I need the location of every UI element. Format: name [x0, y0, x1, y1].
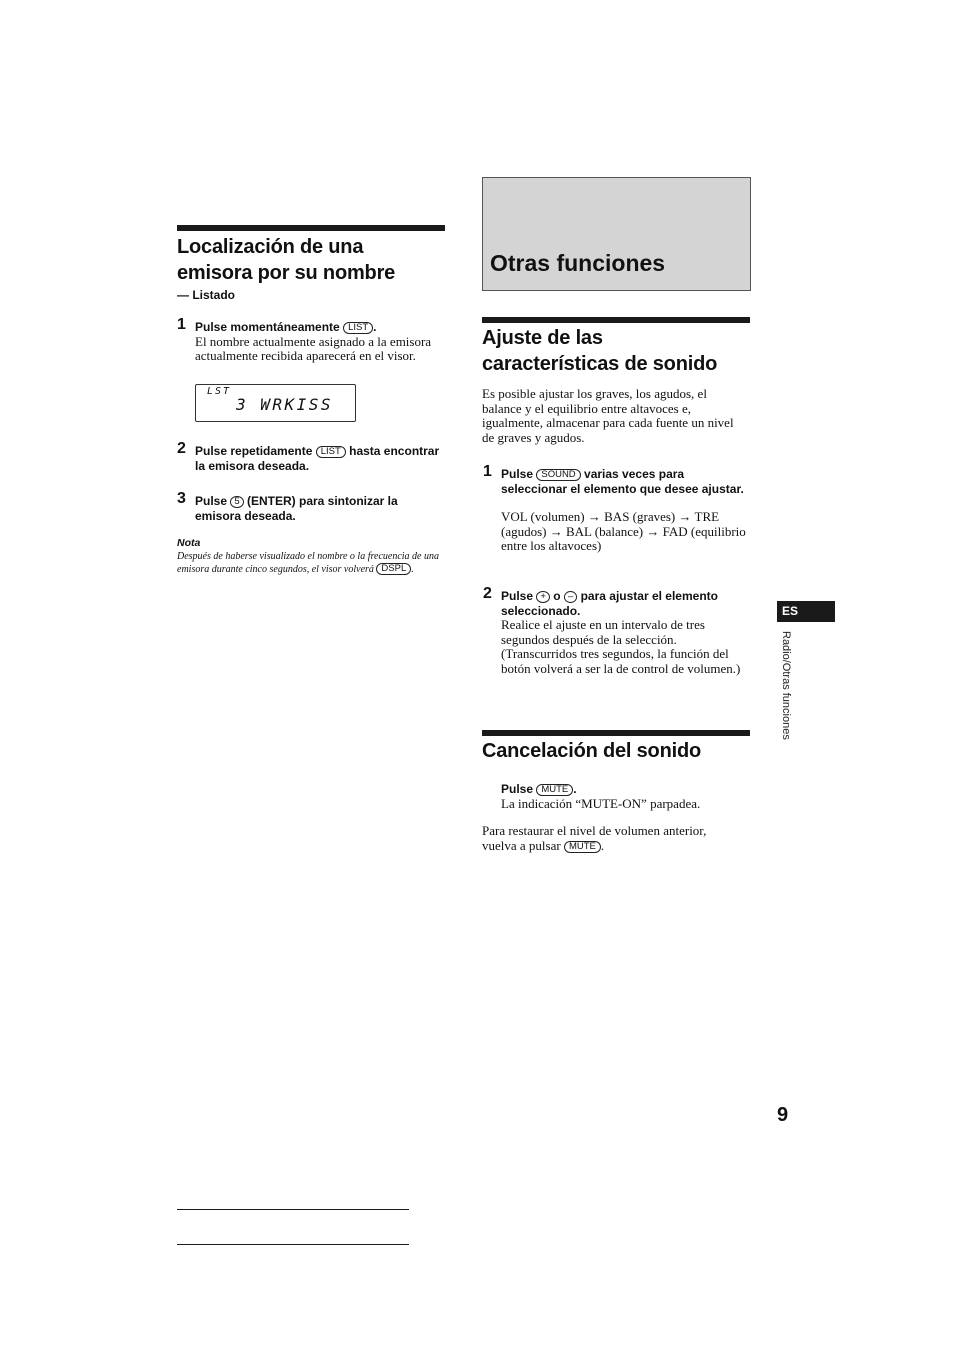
heading-line-2: características de sonido [482, 353, 718, 375]
mute-text: La indicación “MUTE-ON” parpadea. [501, 795, 701, 811]
footer-rule-bottom [177, 1244, 409, 1245]
step-title-end: . [373, 320, 377, 334]
section-vertical-label: Radio/Otras funciones [780, 631, 792, 740]
step-title-end: para ajustar el elemento seleccionado. [501, 589, 718, 618]
heading-localizacion [177, 234, 457, 286]
key-5: 5 [230, 496, 243, 508]
step-title [501, 589, 753, 618]
sound-flow: VOL (volumen) → BAS (graves) → TRE (agudos) → BAL (balance) → FAD (equilibrio entre los altavoces) [501, 509, 746, 554]
page-number: 9 [777, 1104, 789, 1126]
note [177, 537, 449, 576]
step-number: 1 [177, 316, 186, 333]
section-title-box [482, 177, 751, 291]
restore-text: Para restaurar el nivel de volumen anterior, vuelva a pulsar [482, 823, 707, 853]
note-end: . [411, 564, 414, 575]
note-label: Nota [177, 537, 201, 549]
mute-key: MUTE [536, 784, 573, 796]
step-title-text: Pulse [501, 589, 534, 603]
step-text: El nombre actualmente asignado a la emisora actualmente recibida aparecerá en el visor. [195, 333, 432, 364]
heading-ajuste [482, 325, 762, 377]
heading-rule-left [177, 225, 445, 231]
mute-title-end: . [573, 782, 577, 796]
step-title-or: o [553, 589, 561, 603]
intro-paragraph: Es posible ajustar los graves, los agudos, el balance y el equilibrio entre altavoces e, igualmente, almacenar para cada fuente un nivel de graves y agudos. [482, 386, 734, 445]
step-title-text: Pulse momentáneamente [195, 320, 340, 334]
sound-key: SOUND [536, 469, 580, 481]
step-title-text: Pulse [501, 467, 534, 481]
restore-paragraph [482, 824, 744, 853]
display-illustration [195, 384, 356, 422]
mute-key: MUTE [564, 841, 601, 853]
heading-line-2: emisora por su nombre [177, 262, 396, 284]
heading-rule-sound [482, 317, 750, 323]
heading-line-1: Localización de una [177, 236, 364, 258]
plus-key: + [536, 591, 550, 603]
step-text: Realice el ajuste en un intervalo de tres segundos después de la selección. (Transcurridos tres segundos, la función del botón volverá a ser la de control de volumen.) [501, 617, 741, 676]
subheading-listado: — Listado [177, 288, 236, 302]
step-title-end: hasta encontrar la emisora deseada. [195, 444, 440, 473]
list-key: LIST [316, 446, 346, 458]
mute-step [501, 782, 751, 811]
step-title-end: (ENTER) para sintonizar la emisora deseada. [195, 494, 398, 523]
mute-title-text: Pulse [501, 782, 534, 796]
note-body: Después de haberse visualizado el nombre o la frecuencia de una emisora durante cinco segundos, el visor volverá [177, 551, 439, 575]
step-title-end: varias veces para seleccionar el elemento que desee ajustar. [501, 467, 744, 496]
step-title [195, 320, 445, 335]
note-text [177, 550, 449, 576]
dspl-key: DSPL [376, 563, 411, 575]
step-number: 2 [483, 585, 492, 602]
section-title: Otras funciones [490, 250, 666, 276]
heading-cancelacion: Cancelación del sonido [482, 740, 701, 762]
heading-rule-mute [482, 730, 750, 736]
footer-rule-top [177, 1209, 409, 1210]
mute-title [501, 782, 751, 797]
minus-key: – [564, 591, 577, 603]
display-main-text: 3 WRKISS [236, 395, 334, 414]
step-title-text: Pulse [195, 494, 228, 508]
restore-end: . [600, 837, 605, 853]
step-number: 3 [177, 490, 186, 507]
step-title [501, 467, 751, 496]
step-number: 1 [483, 463, 492, 480]
step-number: 2 [177, 440, 186, 457]
language-tab: ES [777, 601, 835, 622]
step-title-text: Pulse repetidamente [195, 444, 313, 458]
heading-line-1: Ajuste de las [482, 327, 603, 349]
display-small-text: LST [207, 386, 232, 397]
step-title [195, 444, 445, 473]
list-key: LIST [343, 322, 373, 334]
step-title [195, 494, 445, 523]
